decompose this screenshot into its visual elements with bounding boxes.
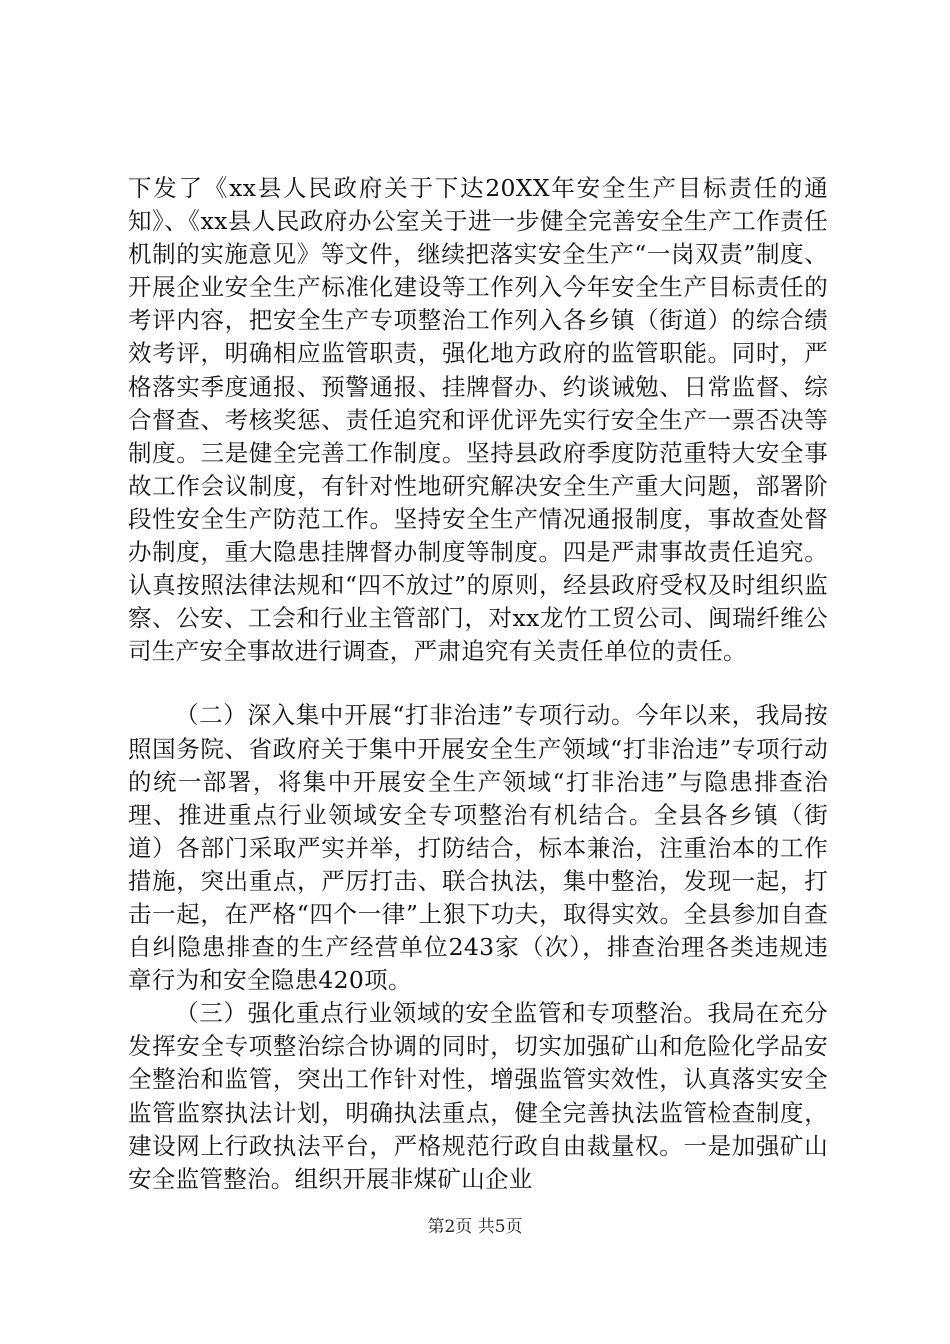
page-number-footer: 第2页 共5页: [427, 1217, 523, 1237]
paragraph-responsibility-system: 下发了《xx县人民政府关于下达20XX年安全生产目标责任的通知》、《xx县人民政府办公室关于进一步健全完善安全生产工作责任机制的实施意见》等文件，继续把落实安全生产“一岗双责”制度、开展企业安全生产标准化建设等工作列入今年安全生产目标责任的考评内容，把安全生产专项整治工作列入各乡镇（街道）的综合绩效考评，明确相应监管职责，强化地方政府的监管职能。同时，严格落实季度通报、预警通报、挂牌督办、约谈诫勉、日常监督、综合督查、考核奖惩、责任追究和评优评先实行安全生产一票否决等制度。三是健全完善工作制度。坚持县政府季度防范重特大安全事故工作会议制度，有针对性地研究解决安全生产重大问题，部署阶段性安全生产防范工作。坚持安全生产情况通报制度，事故查处督办制度，重大隐患挂牌督办制度等制度。四是严肃事故责任追究。认真按照法律法规和“四不放过”的原则，经县政府受权及时组织监察、公安、工会和行业主管部门，对xx龙竹工贸公司、闽瑞纤维公司生产安全事故进行调查，严肃追究有关责任单位的责任。: [128, 174, 828, 666]
paragraph-crackdown-campaign: （二）深入集中开展“打非治违”专项行动。今年以来，我局按照国务院、省政府关于集中开展安全生产领域“打非治违”专项行动的统一部署，将集中开展安全生产领域“打非治违”与隐患排查治理、推进重点行业领域安全专项整治有机结合。全县各乡镇（街道）各部门采取严实并举，打防结合，标本兼治，注重治本的工作措施，突出重点，严厉打击、联合执法，集中整治，发现一起，打击一起，在严格“四个一律”上狠下功夫，取得实效。全县参加自查自纠隐患排查的生产经营单位243家（次），排查治理各类违规违章行为和安全隐患420项。: [128, 701, 828, 995]
paragraph-key-industry-supervision: （三）强化重点行业领域的安全监管和专项整治。我局在充分发挥安全专项整治综合协调的同时，切实加强矿山和危险化学品安全整治和监管，突出工作针对性，增强监管实效性，认真落实安全监管监察执法计划，明确执法重点，健全完善执法监管检查制度，建设网上行政执法平台，严格规范行政自由裁量权。一是加强矿山安全监管整治。组织开展非煤矿山企业: [128, 999, 828, 1193]
document-body: [128, 172, 828, 1196]
